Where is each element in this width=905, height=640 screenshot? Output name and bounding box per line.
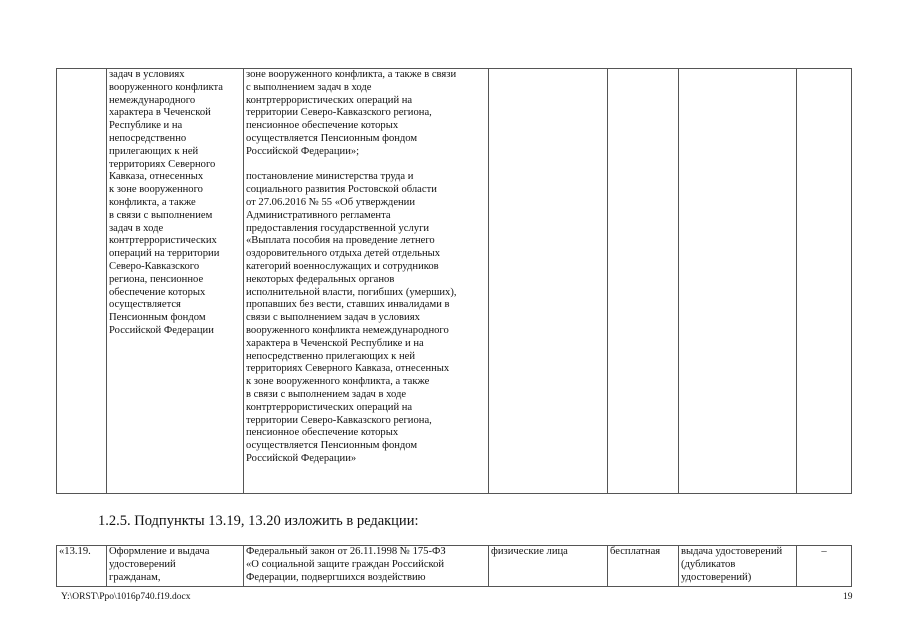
cell-service-name: задач в условиях вооруженного конфликта немеждународного характера в Чеченской Республике и на непосредственно прилегающих к ней территориях Северного Кавказа, отнесенных к зоне вооруженного конфликта, а также в связи с выполнением задач в ходе контртеррористических операций на территории Северо-Кавказского региона, пенсионное обеспечение которых осуществляется Пенсионным фондом Российской Федерации	[107, 69, 244, 494]
cell-fee	[608, 69, 679, 494]
cell-legal-basis: зоне вооруженного конфликта, а также в связи с выполнением задач в ходе контртеррористических операций на территории Северо-Кавказского региона, пенсионное обеспечение которых осуществляется Пенсионным фондом Российской Федерации»; постановление министерства труда и социального развития Ростовской области от 27.06.2016 № 55 «Об утверждении Административного регламента предоставления государственной услуги «Выплата пособия на проведение летнего оздоровительного отдыха детей отдельных категорий военнослужащих и сотрудников некоторых федеральных органов исполнительной власти, погибших (умерших), пропавших без вести, ставших инвалидами в связи с выполнением задач в условиях вооруженного конфликта немеждународного характера в Чеченской Республике и на непосредственно прилегающих к ней территориях Северного Кавказа, отнесенных к зоне вооруженного конфликта, а также в связи с выполнением задач в ходе контртеррористических операций на территории Северо-Кавказского региона, пенсионное обеспечение которых осуществляется Пенсионным фондом Российской Федерации»	[244, 69, 489, 494]
continuation-table	[56, 68, 852, 494]
cell-number: «13.19.	[57, 546, 107, 587]
cell-service-name: Оформление и выдача удостоверений гражданам,	[107, 546, 244, 587]
table-row	[57, 546, 852, 587]
section-heading: 1.2.5. Подпункты 13.19, 13.20 изложить в редакции:	[98, 513, 419, 529]
table-row	[57, 69, 852, 494]
cell-recipients	[489, 69, 608, 494]
footer-file-path: Y:\ORST\Ppo\1016p740.f19.docx	[61, 592, 191, 602]
cell-note	[797, 69, 852, 494]
cell-number	[57, 69, 107, 494]
cell-result: выдача удостоверений (дубликатов удостоверений)	[679, 546, 797, 587]
cell-recipients: физические лица	[489, 546, 608, 587]
cell-note: –	[797, 546, 852, 587]
cell-fee: бесплатная	[608, 546, 679, 587]
page-number: 19	[843, 592, 853, 602]
services-table	[56, 545, 852, 587]
cell-result	[679, 69, 797, 494]
cell-legal-basis: Федеральный закон от 26.11.1998 № 175-ФЗ «О социальной защите граждан Российской Федерации, подвергшихся воздействию	[244, 546, 489, 587]
